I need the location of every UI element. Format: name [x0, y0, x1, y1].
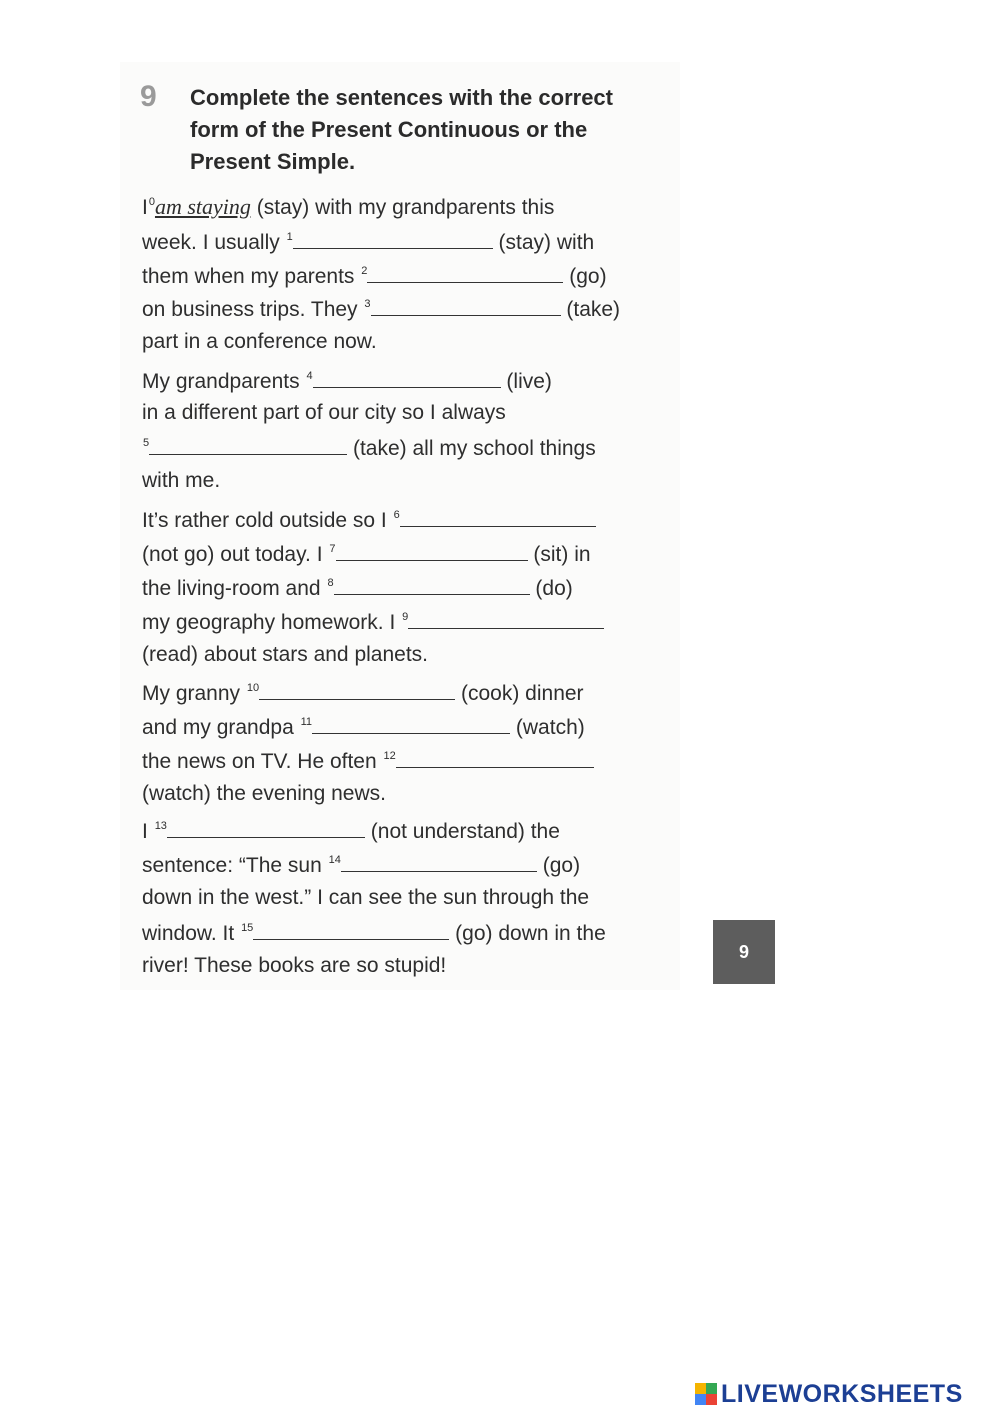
text-segment: part in a conference now.	[142, 330, 377, 353]
instruction-line: Complete the sentences with the correct	[190, 85, 613, 110]
text-segment: (watch) the evening news.	[142, 782, 386, 805]
text-segment: the living-room and	[142, 577, 321, 600]
text-line	[142, 432, 596, 467]
text-line	[142, 815, 560, 850]
answer-gap-9[interactable]	[408, 606, 604, 629]
page-number-tab: 9	[713, 920, 775, 984]
text-segment: in a different part of our city so I always	[142, 401, 506, 424]
text-line	[142, 883, 589, 913]
text-line	[142, 640, 428, 670]
text-line	[142, 293, 620, 328]
answer-gap-12[interactable]	[396, 745, 594, 768]
answer-gap-13[interactable]	[167, 815, 365, 838]
logo-square	[706, 1383, 717, 1394]
gap-number: 13	[154, 820, 167, 832]
text-line	[142, 745, 594, 780]
answer-gap-14[interactable]	[341, 849, 537, 872]
gap-number: 14	[328, 854, 341, 866]
text-segment: My granny	[142, 682, 241, 705]
gap-number: 3	[364, 298, 371, 310]
text-line	[142, 327, 377, 357]
answer-gap-2[interactable]	[367, 260, 563, 283]
answer-gap-5[interactable]	[149, 432, 347, 455]
answer-gap-6[interactable]	[400, 504, 596, 527]
gap-number: 2	[361, 265, 368, 277]
text-segment: sentence: “The sun	[142, 854, 322, 877]
gap-number: 5	[143, 437, 150, 449]
text-segment: (stay) with my grandparents this	[256, 196, 555, 219]
logo-square	[695, 1383, 706, 1394]
text-segment: (not understand) the	[370, 820, 560, 843]
logo-square	[695, 1394, 706, 1405]
text-segment: (stay) with	[498, 231, 595, 254]
gap-number: 9	[402, 611, 409, 623]
gap-number: 15	[241, 922, 254, 934]
text-segment: (cook) dinner	[460, 682, 584, 705]
text-line	[142, 951, 446, 981]
text-line	[142, 917, 606, 952]
text-line	[142, 192, 554, 226]
text-segment: with me.	[142, 469, 221, 492]
text-line	[142, 572, 573, 607]
gap-number: 6	[393, 509, 400, 521]
exercise-number: 9	[140, 80, 157, 113]
text-segment: window. It	[142, 922, 235, 945]
text-segment: My grandparents	[142, 370, 300, 393]
text-segment: (take)	[566, 298, 621, 321]
text-line	[142, 260, 607, 295]
answer-gap-15[interactable]	[253, 917, 449, 940]
logo-square	[706, 1394, 717, 1405]
text-segment: (watch)	[515, 716, 585, 739]
text-segment: (do)	[535, 577, 573, 600]
answer-gap-3[interactable]	[371, 293, 561, 316]
answer-gap-11[interactable]	[312, 711, 510, 734]
text-segment: (go)	[542, 854, 581, 877]
gap-number: 1	[286, 231, 293, 243]
text-segment: I	[142, 820, 148, 843]
text-segment: (go)	[569, 265, 607, 288]
text-segment: on business trips. They	[142, 298, 358, 321]
gap-number: 8	[327, 577, 334, 589]
gap-number: 12	[383, 750, 396, 762]
answer-gap-7[interactable]	[336, 538, 528, 561]
text-segment: the news on TV. He often	[142, 750, 377, 773]
brand-name: LIVEWORKSHEETS	[721, 1379, 963, 1408]
text-segment: them when my parents	[142, 265, 355, 288]
text-line	[142, 226, 594, 261]
text-segment: (read) about stars and planets.	[142, 643, 429, 666]
gap-number: 0	[148, 196, 155, 208]
liveworksheets-logo-icon	[695, 1383, 717, 1405]
example-answer: am staying	[154, 194, 251, 219]
instruction-line: Present Simple.	[190, 149, 356, 174]
text-segment: (live)	[506, 370, 552, 393]
gap-number: 11	[300, 716, 313, 728]
text-line	[142, 365, 552, 400]
gap-number: 7	[329, 543, 336, 555]
answer-gap-4[interactable]	[313, 365, 501, 388]
gap-number: 4	[306, 370, 313, 382]
text-segment: I	[142, 196, 148, 219]
text-segment: It’s rather cold outside so I	[142, 509, 387, 532]
text-segment: and my grandpa	[142, 716, 294, 739]
instruction-line: form of the Present Continuous or the	[190, 117, 588, 142]
text-line	[142, 466, 220, 496]
answer-gap-10[interactable]	[259, 677, 455, 700]
answer-gap-1[interactable]	[293, 226, 493, 249]
text-line	[142, 677, 584, 712]
text-segment: week. I usually	[142, 231, 280, 254]
exercise-instruction	[190, 82, 660, 178]
answer-gap-8[interactable]	[334, 572, 530, 595]
text-line	[142, 504, 596, 539]
gap-number: 10	[246, 682, 260, 694]
text-line	[142, 711, 585, 746]
text-segment: (not go) out today. I	[142, 543, 323, 566]
text-line	[142, 606, 604, 641]
text-segment: down in the west.” I can see the sun through the	[142, 886, 590, 909]
text-segment: (take) all my school things	[352, 437, 596, 460]
liveworksheets-brand[interactable]	[695, 1378, 963, 1410]
text-line	[142, 398, 506, 428]
text-line	[142, 779, 386, 809]
text-segment: (go) down in the	[455, 922, 606, 945]
text-segment: river! These books are so stupid!	[142, 954, 447, 977]
text-segment: my geography homework. I	[142, 611, 396, 634]
text-line	[142, 538, 591, 573]
text-segment: (sit) in	[533, 543, 591, 566]
text-line	[142, 849, 580, 884]
